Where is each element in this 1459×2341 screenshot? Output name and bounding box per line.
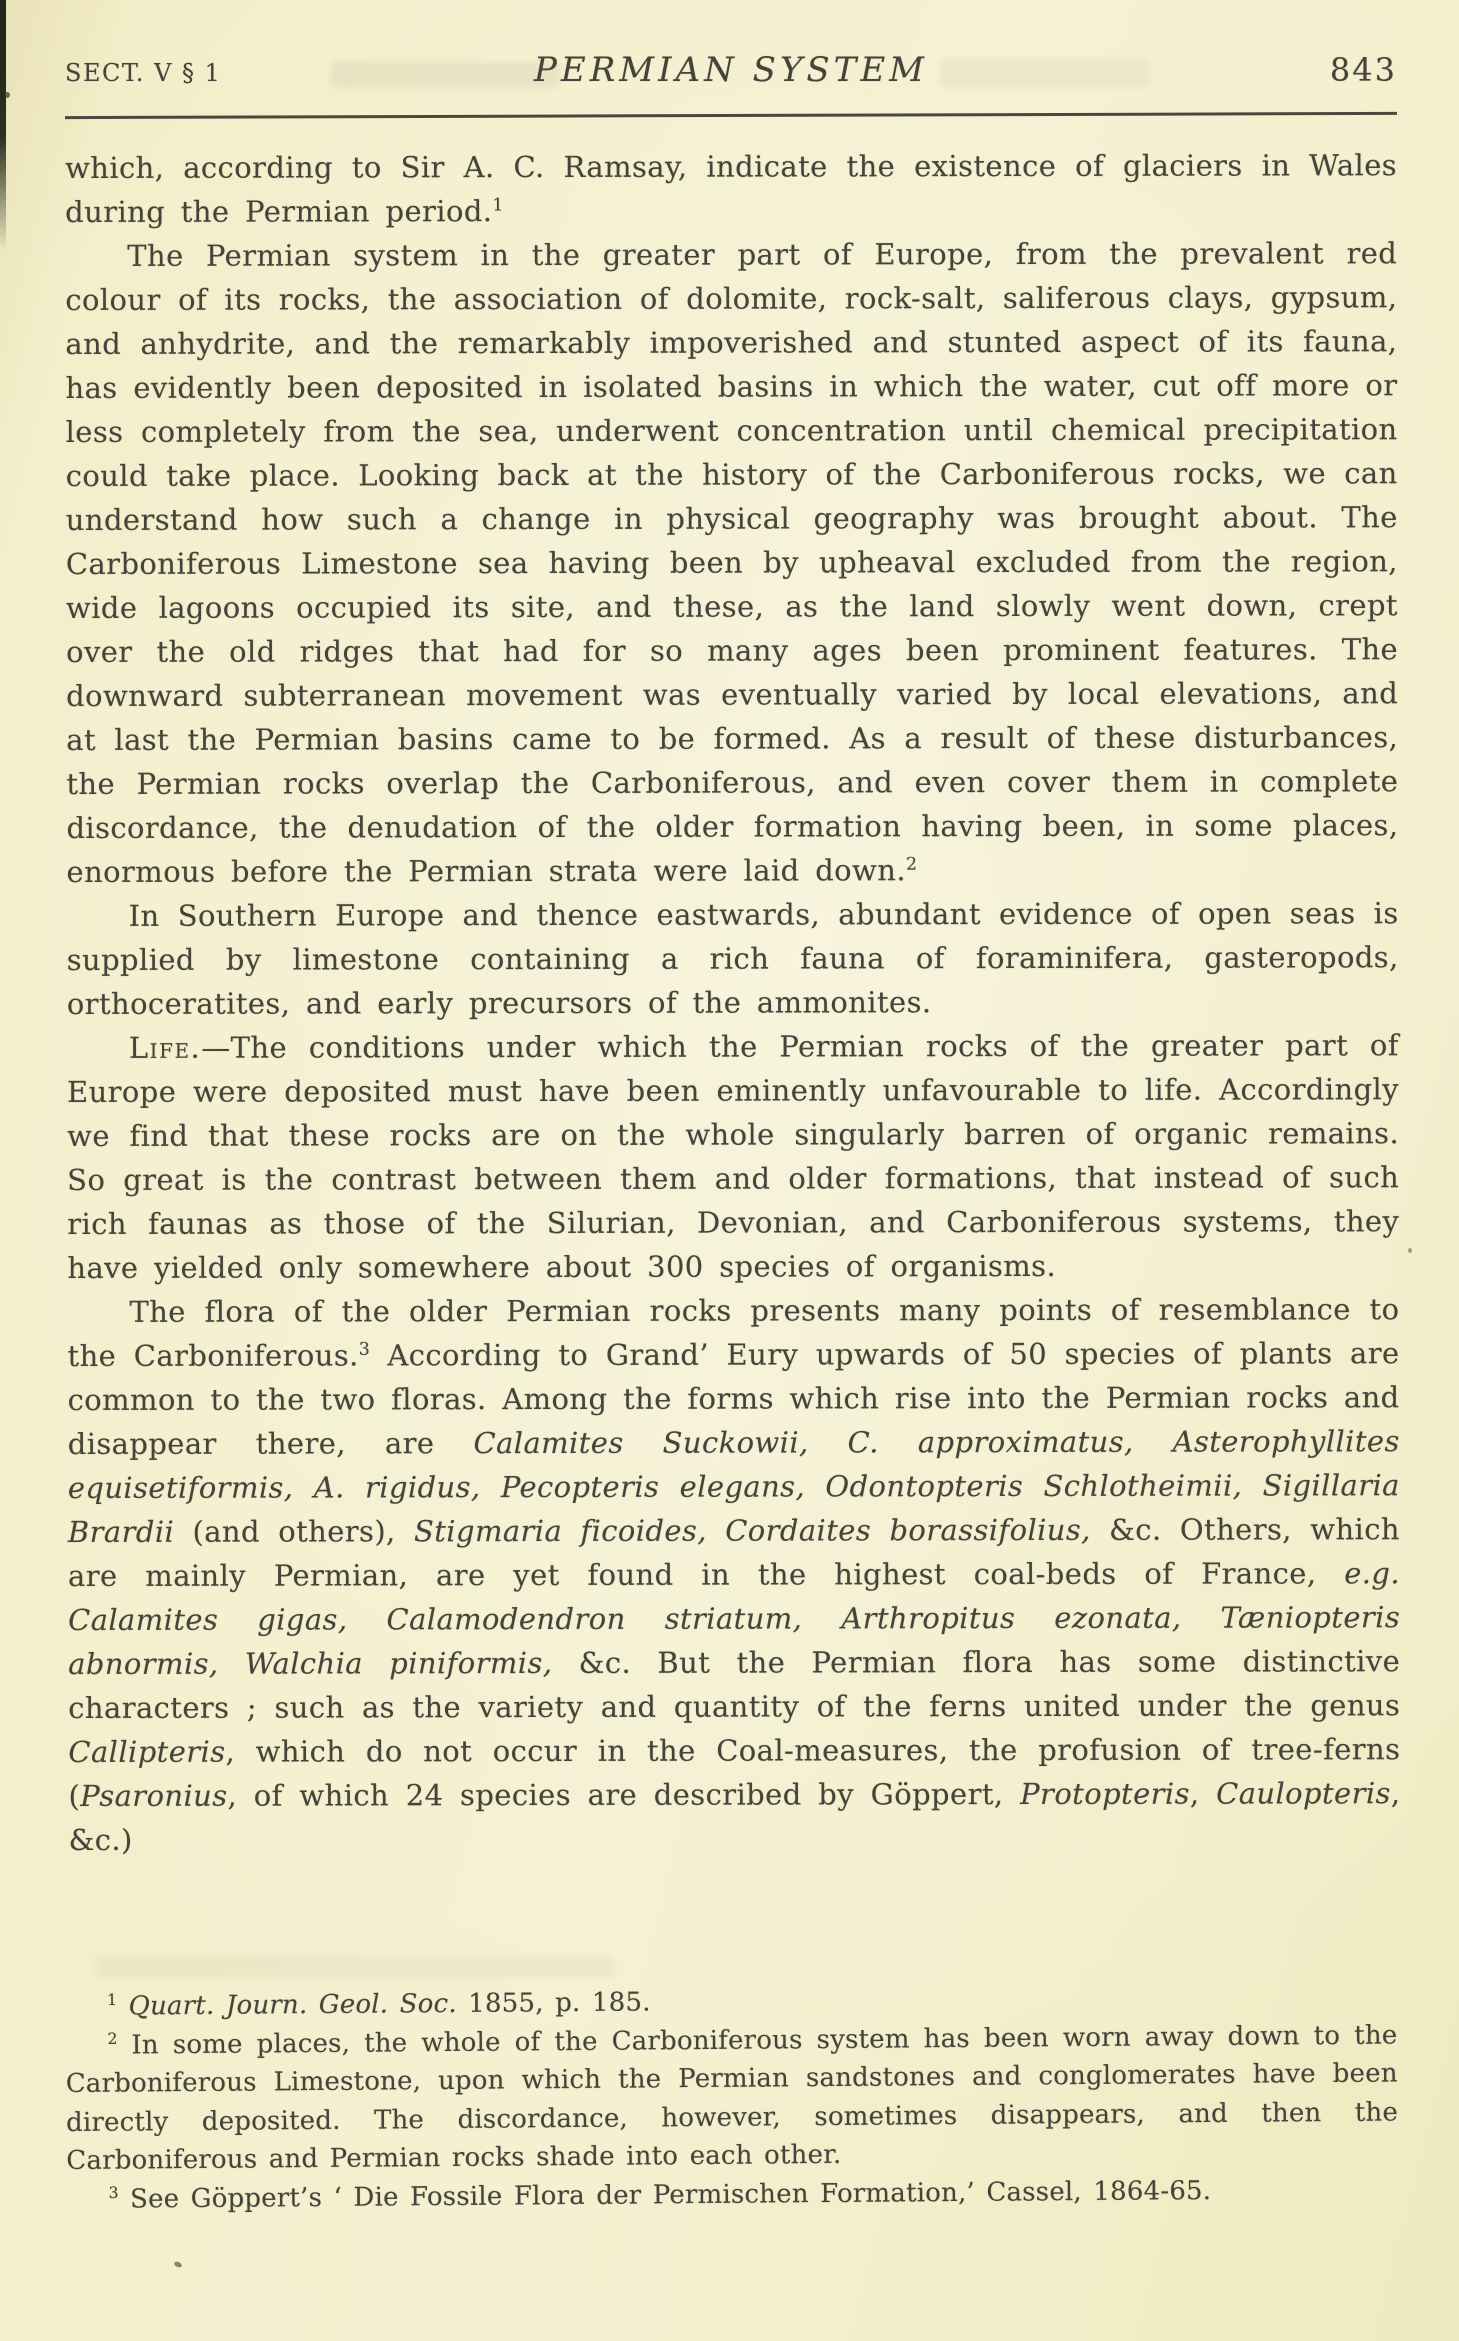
paragraph: which, according to Sir A. C. Ramsay, indicate the existence of glaciers in Wales during the Permian period.$^1$ [65, 148, 1398, 229]
section-label: SECT. V § 1 [65, 59, 222, 87]
paragraph: Life.—The conditions under which the Permian rocks of the greater part of Europe were deposited must have been eminently unfavourable to life. Accordingly we find that these rocks are on the whole singularly barren of organic remains. So great is the contrast between them and older formations, that instead of such rich faunas as those of the Silurian, Devonian, and Carboniferous systems, they have yielded only somewhere about 300 species of organisms. [66, 1028, 1400, 1285]
page-number: 843 [1329, 51, 1397, 89]
ink-speck [1408, 1248, 1412, 1253]
footnote: $^1$ Quart. Journ. Geol. Soc. 1855, p. 185. [107, 1987, 651, 2022]
paragraph: The flora of the older Permian rocks presents many points of resemblance to the Carboniferous.$^3$ According to Grand’ Eury upwards of 50 species of plants are common to the two floras. Among the forms which rise into the Permian rocks and disappear there, are Calamites Suckowii, C. approximatus, Asterophyllites equisetiformis, A. rigidus, Pecopteris elegans, Odontopteris Schlotheimii, Sigillaria Brardii (and others), Stigmaria ficoides, Cordaites borassifolius, &c. Others, which are mainly Permian, are yet found in the highest coal-beds of France, e.g. Calamites gigas, Calamodendron striatum, Arthropitus ezonata, Tæniopteris abnormis, Walchia piniformis, &c. But the Permian flora has some distinctive characters ; such as the variety and quantity of the ferns united under the genus Callipteris, which do not occur in the Coal-measures, the profusion of tree-ferns (Psaronius, of which 24 species are described by Göppert, Protopteris, Caulopteris, &c.) [67, 1292, 1401, 1857]
scan-edge-shadow [0, 0, 6, 250]
header-rule [65, 112, 1397, 119]
ink-speck [173, 2261, 182, 2269]
ink-speck [5, 92, 10, 98]
bleed-through-smudge [95, 1956, 615, 1978]
footnotes [65, 1978, 1399, 2219]
body-text [65, 143, 1401, 1862]
footnote: $^3$ See Göppert’s ‘ Die Fossile Flora der Permischen Formation,’ Cassel, 1864-65. [108, 2175, 1212, 2215]
running-title: PERMIAN SYSTEM [534, 50, 928, 90]
footnote: $^2$ In some places, the whole of the Carboniferous system has been worn away down to the Carboniferous Limestone, upon which the Permian sandstones and conglomerates have been directly deposited. The discordance, however, sometimes disappears, and then the Carboniferous and Permian rocks shade into each other. [65, 2020, 1399, 2176]
paragraph: In Southern Europe and thence eastwards, abundant evidence of open seas is supplied by limestone containing a rich fauna of foraminifera, gasteropods, orthoceratites, and early precursors of the ammonites. [66, 896, 1399, 1021]
paragraph: The Permian system in the greater part of Europe, from the prevalent red colour of its rocks, the association of dolomite, rock-salt, saliferous clays, gypsum, and anhydrite, and the remarkably impoverished and stunted aspect of its fauna, has evidently been deposited in isolated basins in which the water, cut off more or less completely from the sea, underwent concentration until chemical precipitation could take place. Looking back at the history of the Carboniferous rocks, we can understand how such a change in physical geography was brought about. The Carboniferous Limestone sea having been by upheaval excluded from the region, wide lagoons occupied its site, and these, as the land slowly went down, crept over the old ridges that had for so many ages been prominent features. The downward subterranean movement was eventually varied by local elevations, and at last the Permian basins came to be formed. As a result of these disturbances, the Permian rocks overlap the Carboniferous, and even cover them in complete discordance, the denudation of the older formation having been, in some places, enormous before the Permian strata were laid down.$^2$ [65, 236, 1399, 889]
page-header [65, 50, 1397, 90]
